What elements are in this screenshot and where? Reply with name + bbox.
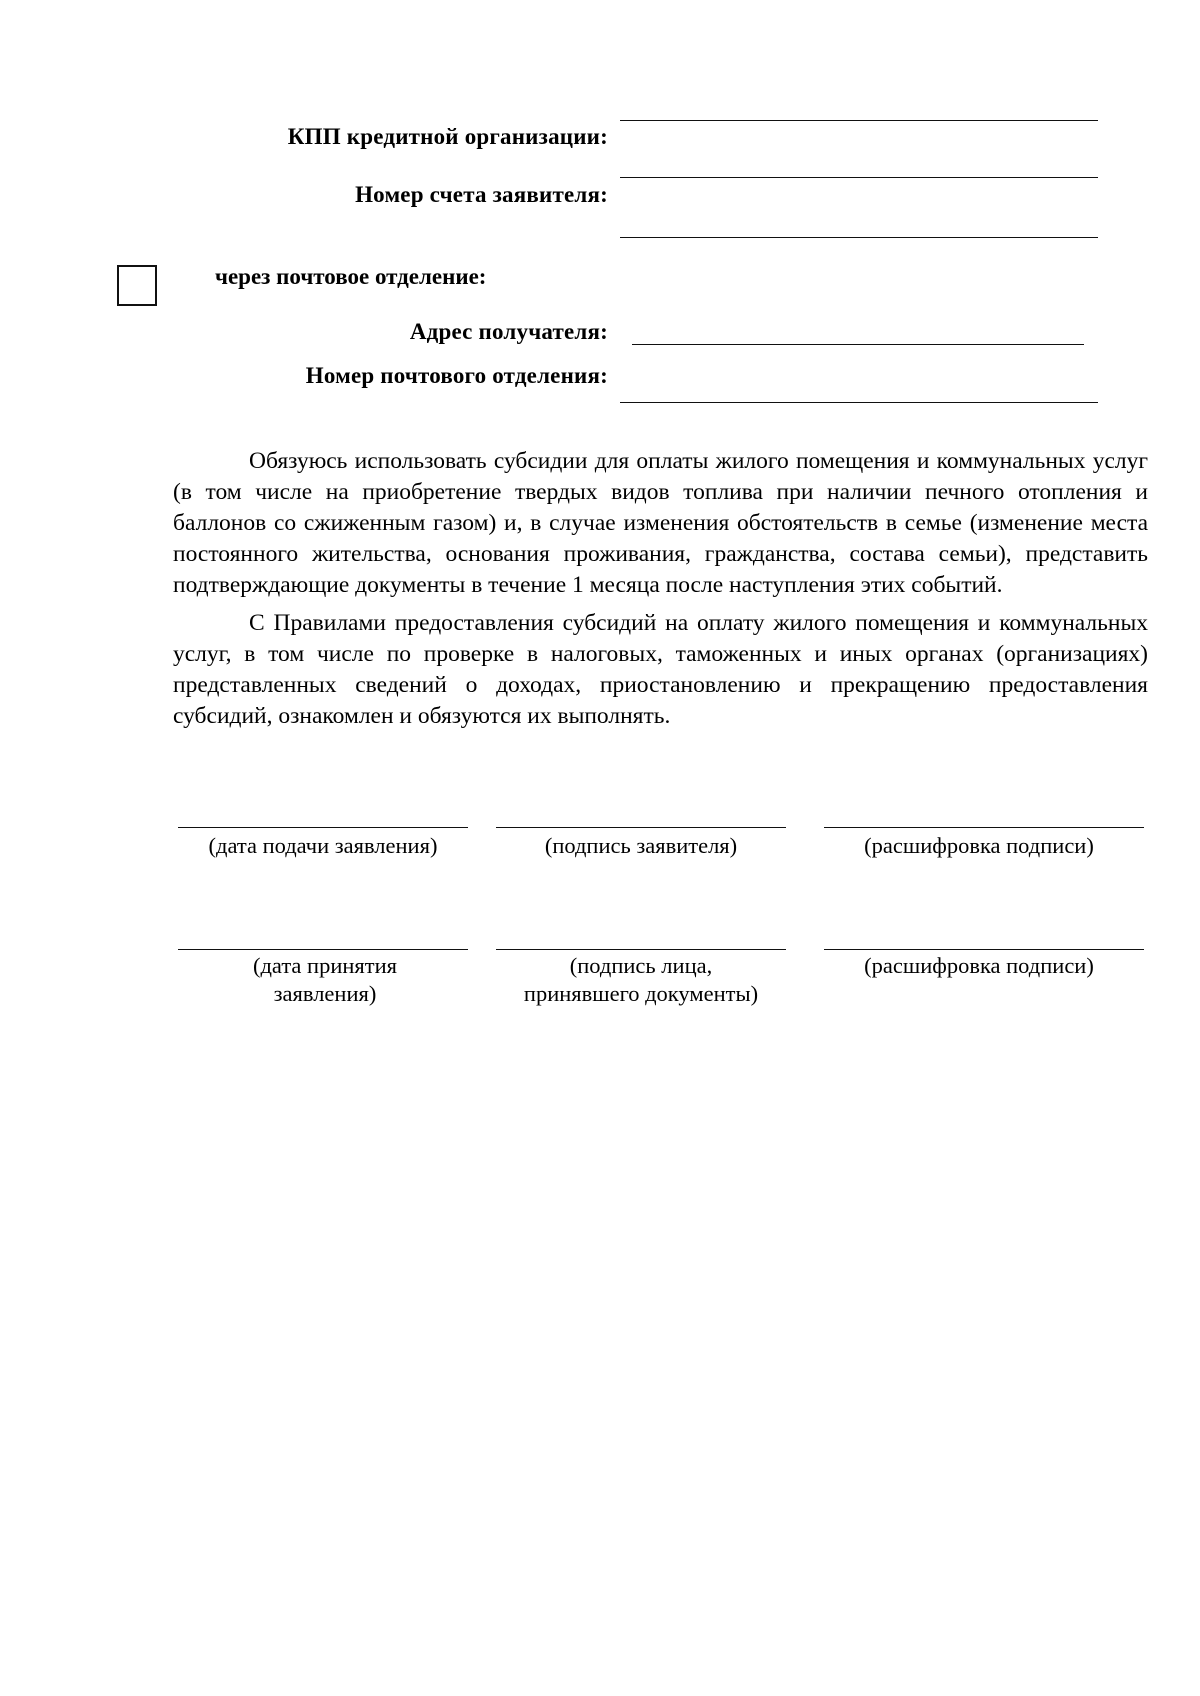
applicant-date-line[interactable] <box>178 827 468 828</box>
obligation-paragraph: Обязуюсь использовать субсидии для оплаты жилого помещения и коммунальных услуг (в том числе на приобретение твердых видов топлива при наличии печного отопления и баллонов со сжиженным газом) и, в случае изменения обстоятельств в семье (изменение места постоянного жительства, основания проживания, гражданства, состава семьи), представить подтверждающие документы в течение 1 месяца после наступления этих событий. <box>173 448 1148 598</box>
applicant-date-caption: (дата подачи заявления) <box>208 833 438 858</box>
account-number-line[interactable] <box>620 237 1098 238</box>
receiver-signature-line[interactable] <box>496 949 786 950</box>
postal-option-label: через почтовое отделение: <box>215 264 487 289</box>
receiver-date-line[interactable] <box>178 949 468 950</box>
kpp-line[interactable] <box>620 177 1098 178</box>
recipient-address-line[interactable] <box>632 344 1084 345</box>
account-number-label: Номер счета заявителя: <box>355 182 608 207</box>
receiver-decoding-line[interactable] <box>824 949 1144 950</box>
applicant-signature-caption: (подпись заявителя) <box>544 833 738 858</box>
kpp-label: КПП кредитной организации: <box>287 124 608 149</box>
post-office-number-label: Номер почтового отделения: <box>305 363 608 388</box>
bank-top-line <box>620 120 1098 121</box>
applicant-decoding-line[interactable] <box>824 827 1144 828</box>
receiver-date-caption: (дата принятия заявления) <box>252 953 397 1006</box>
postal-option-checkbox[interactable] <box>117 265 157 306</box>
receiver-decoding-caption: (расшифровка подписи) <box>864 953 1094 978</box>
post-office-number-line[interactable] <box>620 402 1098 403</box>
receiver-signature-caption: (подпись лица, принявшего документы) <box>523 953 759 1006</box>
rules-paragraph: С Правилами предоставления субсидий на оплату жилого помещения и коммунальных услуг, в том числе по проверке в налоговых, таможенных и иных органах (организациях) представленных сведений о доходах, приостановлению и прекращению предоставления субсидий, ознакомлен и обязуются их выполнять. <box>173 610 1148 729</box>
applicant-signature-line[interactable] <box>496 827 786 828</box>
recipient-address-label: Адрес получателя: <box>409 319 608 344</box>
applicant-decoding-caption: (расшифровка подписи) <box>864 833 1094 858</box>
